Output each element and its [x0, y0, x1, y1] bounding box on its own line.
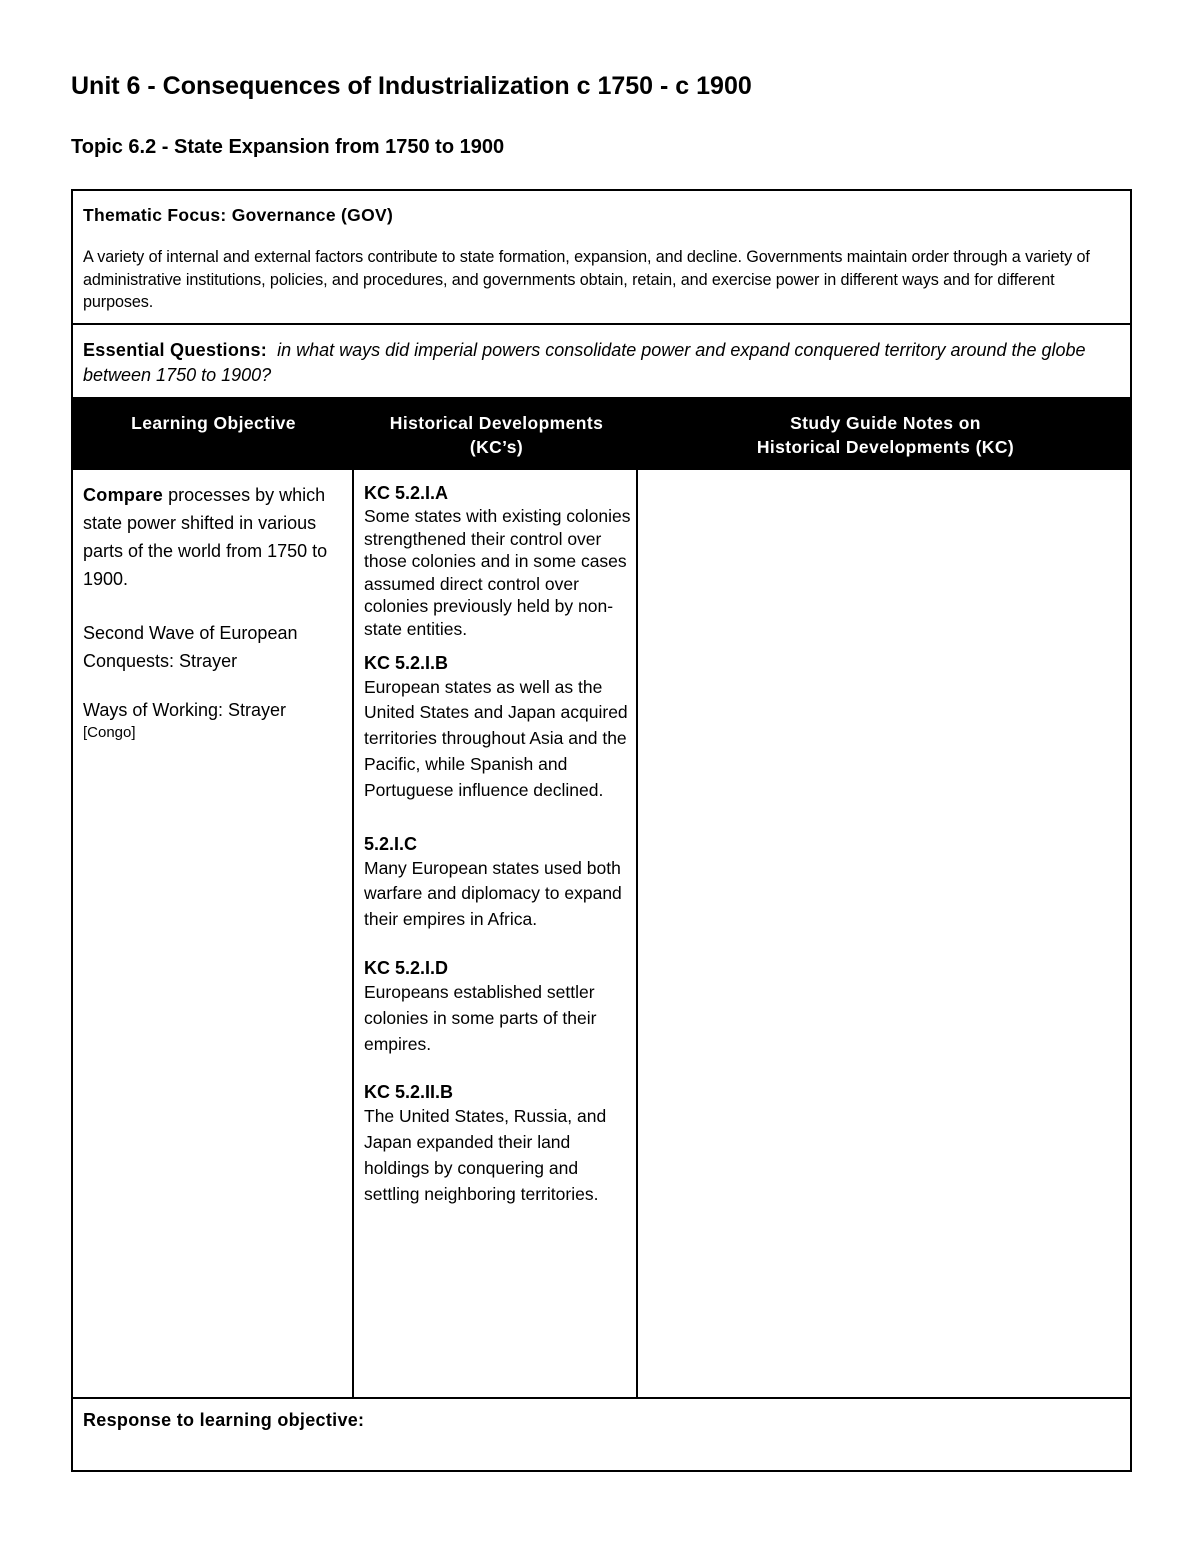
reading-assignment-2: Ways of Working: Strayer	[83, 700, 287, 720]
header-study-guide-line2: Historical Developments (KC)	[756, 437, 1015, 457]
learning-objective-cell	[83, 481, 349, 742]
key-concept-item	[364, 956, 632, 1057]
key-concept-code: KC 5.2.I.D	[364, 957, 449, 978]
header-historical-developments	[354, 397, 639, 470]
reading-assignment-1: Second Wave of European Conquests: Strayer	[83, 623, 298, 671]
key-concept-item	[364, 651, 632, 804]
response-label: Response to learning objective:	[83, 1410, 365, 1430]
header-historical-developments-line2: (KC’s)	[469, 437, 524, 457]
key-concept-text: The United States, Russia, and Japan expanded their land holdings by conquering and settling neighboring territories.	[364, 1106, 607, 1204]
study-guide-notes-cell[interactable]	[638, 470, 1130, 1397]
study-guide-table	[71, 189, 1132, 1472]
key-concept-code: KC 5.2.I.B	[364, 652, 449, 673]
key-concept-text: Some states with existing colonies strengthened their control over those colonies and in some cases assumed direct control over colonies previously held by non-state entities.	[364, 506, 631, 639]
thematic-focus-description: A variety of internal and external factors contribute to state formation, expansion, and decline. Governments maintain order through a variety of administrative institutions, policies, and procedures, and governments obtain, retain, and exercise power in different ways and for different purposes.	[83, 248, 1090, 311]
table-body-row	[73, 470, 1130, 1399]
essential-questions-section	[73, 325, 1130, 397]
essential-question-text: in what ways did imperial powers consolidate power and expand conquered territory around the globe between 1750 to 1900?	[83, 340, 1086, 385]
key-concept-text: Many European states used both warfare and diplomacy to expand their empires in Africa.	[364, 857, 622, 930]
learning-objective-text: processes by which state power shifted in various parts of the world from 1750 to 1900.	[83, 485, 328, 589]
key-concept-text: European states as well as the United States and Japan acquired territories throughout Asia and the Pacific, while Spanish and Portuguese influence declined.	[364, 676, 628, 800]
header-learning-objective	[73, 397, 354, 470]
page-subtitle: Topic 6.2 - State Expansion from 1750 to 1900	[71, 136, 505, 158]
header-historical-developments-line1: Historical Developments	[389, 413, 604, 433]
key-concept-code: KC 5.2.II.B	[364, 1082, 454, 1103]
header-study-guide-notes	[639, 397, 1132, 470]
thematic-focus-label: Thematic Focus: Governance (GOV)	[83, 205, 394, 225]
thematic-focus-section	[73, 191, 1130, 325]
historical-developments-cell	[364, 481, 632, 1208]
header-study-guide-line1: Study Guide Notes on	[790, 413, 981, 433]
key-concept-code: 5.2.I.C	[364, 833, 418, 854]
key-concept-item	[364, 832, 632, 933]
key-concept-text: Europeans established settler colonies in some parts of their empires.	[364, 981, 597, 1054]
response-section[interactable]	[73, 1399, 1130, 1472]
essential-questions-label: Essential Questions:	[83, 340, 268, 360]
reading-assignment-2-note: [Congo]	[83, 724, 136, 741]
header-learning-objective-text: Learning Objective	[131, 413, 296, 433]
learning-objective-statement	[83, 481, 349, 593]
column-divider	[352, 470, 354, 1397]
table-header-row	[73, 397, 1130, 470]
key-concept-item	[364, 1080, 632, 1207]
key-concept-code: KC 5.2.I.A	[364, 483, 449, 503]
key-concept-item	[364, 481, 632, 641]
page-title: Unit 6 - Consequences of Industrialization c 1750 - c 1900	[71, 72, 752, 100]
learning-objective-verb: Compare	[83, 485, 164, 505]
